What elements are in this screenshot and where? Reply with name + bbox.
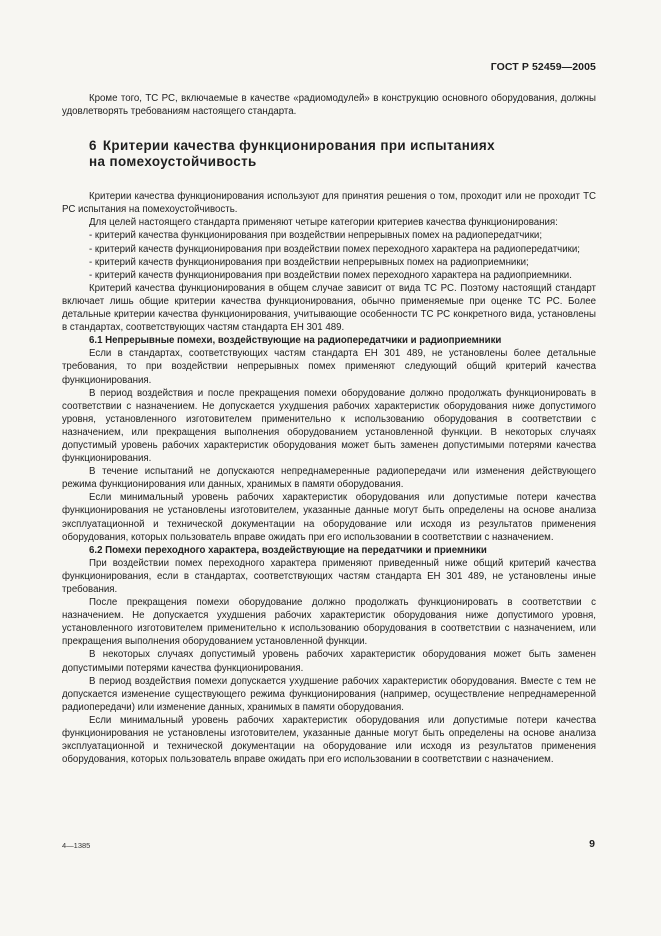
subsection-6-2-paragraph: В некоторых случаях допустимый уровень рабочих характеристик оборудования может быть заменен допустимыми потерями качества функционирования. — [62, 649, 596, 674]
section-6-paragraph: Критерий качества функционирования в общем случае зависит от вида ТС РС. Поэтому настоящий стандарт включает лишь общие критерии качества функционирования, обычно применяемые при оценке ТС РС. Более детальные критерии качества функционирования, учитывающие особенности ТС РС конкретного вида, установлены в стандартах, соответствующих частям стандарта ЕН 301 489. — [62, 282, 596, 334]
section-6-paragraph: Для целей настоящего стандарта применяют четыре категории критериев качества функционирования: — [89, 217, 558, 229]
criteria-list-item: - критерий качеств функционирования при воздействии помех переходного характера на радиоприемники. — [89, 269, 572, 281]
subsection-6-1-paragraph: В течение испытаний не допускаются непреднамеренные радиопередачи или изменения действующего режима функционирования или данных, хранимых в памяти оборудования. — [62, 466, 596, 491]
criteria-list-item: - критерий качеств функционирования при воздействии непрерывных помех на радиоприемники; — [89, 256, 529, 268]
page-number: 9 — [589, 838, 595, 850]
intro-paragraph: Кроме того, ТС РС, включаемые в качестве «радиомодулей» в конструкцию основного оборудования, должны удовлетворять требованиям настоящего стандарта. — [62, 93, 596, 118]
section-6-title-line1: Критерии качества функционирования при испытаниях — [102, 138, 495, 154]
criteria-list-item: - критерий качеств функционирования при воздействии помех переходного характера на радиопередатчики; — [89, 243, 580, 255]
subsection-6-2-paragraph: Если минимальный уровень рабочих характеристик оборудования или допустимые потери качества функционирования не установлены изготовителем, указанные данные могут быть определены на основе анализа эксплуатационной и технической документации на оборудование или исходя из результатов применения оборудования, которых пользователь вправе ожидать при его использовании в соответствии с назначением. — [62, 714, 596, 766]
section-6-number: 6 — [89, 138, 97, 154]
subsection-6-2-paragraph: При воздействии помех переходного характера применяют приведенный ниже общий критерий качества функционирования, если в стандартах, соответствующих частям стандарта ЕН 301 489, не установлены иные требования. — [62, 557, 596, 595]
section-6-title-line2: на помехоустойчивость — [89, 154, 257, 170]
section-6-title — [89, 138, 596, 170]
subsection-6-2-paragraph: После прекращения помехи оборудование должно продолжать функционировать в соответствии с назначением. Не допускается ухудшения рабочих характеристик оборудования ниже допустимого уровня, установленного изготовителем применительно к использованию оборудования в соответствии с назначением, или прекращения выполнения оборудованием установленной функции. — [62, 597, 596, 648]
subsection-6-1-paragraph: Если в стандартах, соответствующих частям стандарта ЕН 301 489, не установлены более детальные требования, то при воздействии непрерывных помех применяют следующий общий критерий качества функционирования. — [62, 348, 596, 386]
section-6-paragraph: Критерии качества функционирования используют для принятия решения о том, проходит или не проходит ТС РС испытания на помехоустойчивость. — [62, 191, 596, 216]
criteria-list-item: - критерий качества функционирования при воздействии непрерывных помех на радиопередатчики; — [89, 230, 543, 242]
subsection-6-1-title: 6.1 Непрерывные помехи, воздействующие на радиопередатчики и радиоприемники — [89, 335, 502, 347]
subsection-6-1-paragraph: Если минимальный уровень рабочих характеристик оборудования или допустимые потери качества функционирования не установлены изготовителем, указанные данные могут быть определены на основе анализа эксплуатационной и технической документации на оборудование или исходя из результатов применения оборудования, которых пользователь вправе ожидать при его использовании в соответствии с назначением. — [62, 492, 596, 543]
standard-header: ГОСТ Р 52459—2005 — [490, 61, 596, 73]
print-code: 4—1385 — [62, 841, 91, 850]
page-content — [62, 92, 596, 766]
subsection-6-1-paragraph: В период воздействия и после прекращения помехи оборудование должно продолжать функционировать в соответствии с назначением. Не допускается ухудшения рабочих характеристик оборудования ниже допустимого уровня, установленного изготовителем применительно к использованию оборудования в соответствии с назначением, или прекращения выполнения оборудованием установленной функции. В некоторых случаях допустимый уровень рабочих характеристик оборудования может быть заменен допустимыми потерями качества функционирования. — [62, 387, 596, 465]
subsection-6-2-title: 6.2 Помехи переходного характера, воздействующие на передатчики и приемники — [89, 544, 487, 556]
subsection-6-2-paragraph: В период воздействия помехи допускается ухудшение рабочих характеристик оборудования. Вместе с тем не допускается изменение существующего режима функционирования (например, осуществление непреднамеренной радиопередачи) или изменение данных, хранимых в памяти оборудования. — [62, 675, 596, 713]
